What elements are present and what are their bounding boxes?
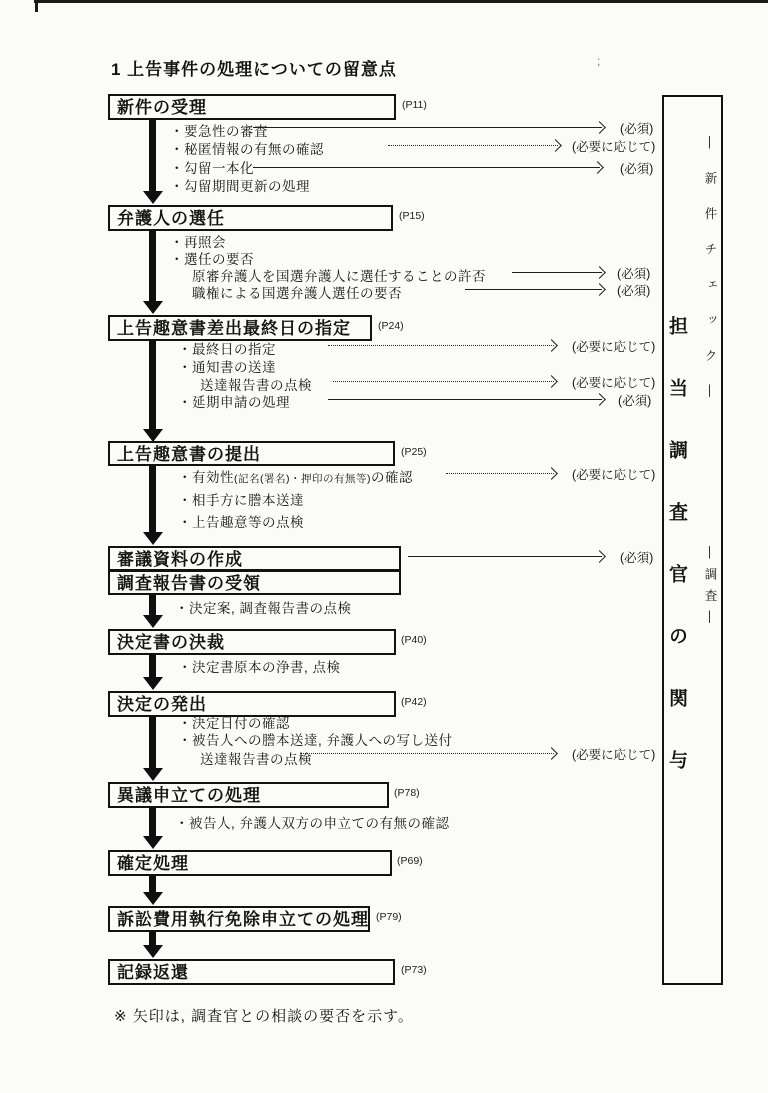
flow-box-counsel-appointment: [108, 205, 393, 231]
flow-box-title: 弁護人の選任: [117, 209, 225, 228]
scan-edge-line: [34, 0, 768, 3]
flow-box-title: 新件の受理: [117, 98, 207, 117]
page-ref: (P24): [378, 320, 404, 332]
scan-edge-tick: [35, 0, 38, 12]
bullet-subitem: 職権による国選弁護人選任の要否: [192, 286, 402, 301]
relation-arrow-solid-icon: [253, 167, 600, 168]
flow-arrow-down-icon: [149, 466, 156, 533]
flow-arrow-down-icon: [149, 595, 156, 616]
bullet-item: ・上告趣意等の点検: [178, 515, 304, 530]
flow-box-new-case: [108, 94, 396, 120]
bullet-item: ・秘匿情報の有無の確認: [170, 142, 324, 157]
arrowhead-icon: [593, 283, 606, 296]
page-ref: (P78): [394, 787, 420, 799]
relation-arrow-dotted-icon: [333, 381, 554, 382]
flow-box-brief-submission: [108, 441, 395, 466]
flow-box-title: 調査報告書の受領: [117, 574, 261, 593]
bullet-subitem: 送達報告書の点検: [200, 378, 312, 393]
arrowhead-icon: [593, 393, 606, 406]
bullet-item: ・延期申請の処理: [178, 395, 290, 410]
flow-arrow-down-icon: [149, 808, 156, 837]
requirement-label: (必要に応じて): [572, 376, 656, 390]
page-ref: (P25): [401, 446, 427, 458]
flow-box-title: 記録返還: [117, 963, 189, 982]
flow-box-title: 上告趣意書の提出: [117, 445, 261, 464]
bullet-item: ・決定書原本の浄書, 点検: [178, 660, 341, 675]
flow-arrow-down-icon: [149, 717, 156, 769]
flow-box-title: 確定処理: [117, 854, 189, 873]
flow-box-record-return: [108, 959, 395, 985]
bullet-item: ・相手方に謄本送達: [178, 493, 304, 508]
bullet-item: ・選任の要否: [170, 252, 254, 267]
bullet-item: ・通知書の送達: [178, 360, 276, 375]
relation-arrow-dotted-icon: [328, 345, 554, 346]
page-ref: (P73): [401, 964, 427, 976]
requirement-label: (必須): [620, 162, 654, 176]
bullet-item: ・決定日付の確認: [178, 716, 290, 731]
relation-arrow-solid-icon: [512, 272, 602, 273]
arrowhead-icon: [545, 747, 558, 760]
bullet-item: ・最終日の指定: [178, 342, 276, 357]
bullet-item: ・決定案, 調査報告書の点検: [175, 601, 352, 616]
relation-arrow-solid-icon: [328, 399, 602, 400]
page-title: 1 上告事件の処理についての留意点: [111, 60, 397, 79]
arrowhead-icon: [545, 375, 558, 388]
page-ref: (P69): [397, 855, 423, 867]
page-ref: (P79): [376, 911, 402, 923]
page-ref: (P42): [401, 696, 427, 708]
flow-arrow-down-icon: [149, 231, 156, 302]
requirement-label: (必要に応じて): [572, 748, 656, 762]
requirement-label: (必要に応じて): [572, 340, 656, 354]
arrowhead-icon: [593, 266, 606, 279]
page-ref: (P15): [399, 210, 425, 222]
requirement-label: (必須): [617, 284, 651, 298]
flow-box-investigation-report-receipt: [108, 570, 401, 595]
bullet-subitem: 送達報告書の点検: [200, 752, 312, 767]
bullet-item: ・被告人への謄本送達, 弁護人への写し送付: [178, 733, 453, 748]
bullet-text: ・有効性: [178, 470, 234, 485]
scan-artifact-mark: ;: [597, 54, 601, 68]
relation-arrow-dotted-icon: [446, 473, 554, 474]
flow-box-title: 決定書の決裁: [117, 633, 225, 652]
flow-arrow-down-icon: [149, 341, 156, 430]
bullet-text: の確認: [371, 470, 413, 485]
bullet-text-small: (記名(署名)・押印の有無等): [234, 473, 371, 485]
relation-arrow-solid-icon: [465, 289, 602, 290]
bullet-item: ・要急性の審査: [170, 124, 268, 139]
flow-box-title: 訴訟費用執行免除申立ての処理: [117, 910, 369, 929]
relation-arrow-dotted-icon: [388, 145, 558, 146]
requirement-label: (必要に応じて): [572, 140, 656, 154]
bullet-item: ・再照会: [170, 235, 226, 250]
page-ref: (P40): [401, 634, 427, 646]
flow-box-deliberation-materials: [108, 546, 401, 571]
bullet-subitem: 原審弁護人を国選弁護人に選任することの許否: [192, 269, 486, 284]
requirement-label: (必要に応じて): [572, 468, 656, 482]
requirement-label: (必須): [620, 122, 654, 136]
arrowhead-icon: [591, 161, 604, 174]
arrowhead-icon: [593, 121, 606, 134]
requirement-label: (必須): [617, 267, 651, 281]
flow-box-title: 上告趣意書差出最終日の指定: [117, 319, 351, 338]
flow-arrow-down-icon: [149, 932, 156, 946]
arrowhead-icon: [545, 467, 558, 480]
flow-arrow-down-icon: [149, 876, 156, 893]
bullet-item-validity: [178, 466, 413, 486]
flow-arrow-down-icon: [149, 120, 156, 192]
sidebar-label-investigation: ―調査―: [703, 546, 717, 632]
flow-box-cost-exemption: [108, 906, 370, 932]
flow-arrow-down-icon: [149, 655, 156, 678]
arrowhead-icon: [545, 339, 558, 352]
page-ref: (P11): [402, 99, 427, 111]
sidebar-label-examiner-involvement: 担当調査官の関与: [666, 316, 687, 812]
arrowhead-icon: [593, 550, 606, 563]
relation-arrow-solid-icon: [253, 127, 602, 128]
bullet-item: ・被告人, 弁護人双方の申立ての有無の確認: [175, 816, 450, 831]
bullet-item: ・勾留期間更新の処理: [170, 179, 310, 194]
flow-box-decision-approval: [108, 629, 396, 655]
footnote: ※ 矢印は, 調査官との相談の要否を示す。: [114, 1008, 414, 1025]
flow-box-title: 決定の発出: [117, 695, 207, 714]
bullet-item: ・勾留一本化: [170, 161, 254, 176]
flow-box-objection-handling: [108, 782, 389, 808]
requirement-label: (必須): [620, 551, 654, 565]
sidebar-label-new-case-check: ―新件チェック―: [703, 136, 717, 420]
requirement-label: (必須): [618, 394, 652, 408]
flow-box-title: 審議資料の作成: [117, 550, 243, 569]
arrowhead-icon: [549, 139, 562, 152]
flow-box-title: 異議申立ての処理: [117, 786, 261, 805]
relation-arrow-solid-icon: [408, 556, 602, 557]
flow-box-finalization: [108, 850, 392, 876]
relation-arrow-dotted-icon: [300, 753, 554, 754]
